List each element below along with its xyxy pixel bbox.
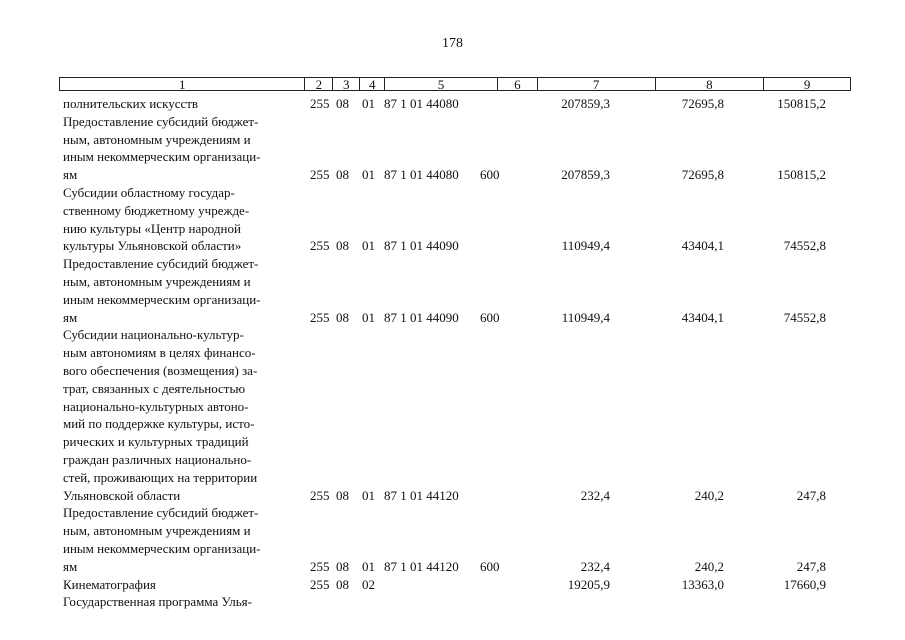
col-amount-2: 13363,0 — [681, 576, 724, 592]
table-row — [63, 255, 853, 326]
col-amount-3: 150815,2 — [777, 96, 826, 111]
row-description — [63, 113, 298, 184]
col-subsection: 01 — [362, 309, 375, 325]
col-ministry: 255 — [310, 96, 330, 111]
table-body — [63, 95, 853, 611]
col-expense-type — [480, 95, 518, 113]
description-line: Предоставление субсидий бюджет- — [63, 256, 259, 272]
description-line: иным некоммерческим организаци- — [63, 149, 261, 165]
header-col-8: 8 — [656, 78, 765, 90]
col-amount-1: 232,4 — [580, 487, 610, 503]
header-col-7: 7 — [538, 78, 656, 90]
col-subsection: 02 — [362, 576, 375, 592]
col-amount-2: 240,2 — [694, 487, 724, 503]
col-subsection: 01 — [362, 487, 375, 503]
header-col-5: 5 — [385, 78, 498, 90]
col-expense-type: 600 — [480, 309, 500, 325]
row-description — [63, 255, 298, 326]
description-line: ям — [63, 309, 78, 325]
description-line: иным некоммерческим организаци- — [63, 291, 261, 307]
col-section: 08 — [336, 96, 349, 111]
header-col-1: 1 — [60, 78, 305, 90]
row-description — [63, 95, 298, 113]
description-line: Кинематография — [63, 576, 156, 592]
col-ministry: 255 — [310, 238, 330, 254]
col-ministry: 255 — [310, 558, 330, 574]
col-section: 08 — [336, 167, 349, 183]
description-line: ям — [63, 558, 78, 574]
header-col-9: 9 — [803, 77, 811, 92]
description-line: трат, связанных с деятельностью — [63, 380, 246, 396]
table-row — [63, 113, 853, 184]
description-line: ным автономиям в целях финансо- — [63, 345, 256, 361]
col-section: 08 — [336, 309, 349, 325]
description-line: ным, автономным учреждениям и — [63, 273, 251, 289]
row-description — [63, 576, 298, 594]
col-amount-1: 110949,4 — [561, 238, 610, 254]
header-col-6: 6 — [498, 78, 538, 90]
col-section: 08 — [336, 487, 349, 503]
description-line: нию культуры «Центр народной — [63, 220, 241, 236]
header-col-2: 2 — [305, 78, 333, 90]
col-amount-1: 207859,3 — [561, 167, 610, 183]
description-line: культуры Ульяновской области» — [63, 238, 242, 254]
col-amount-3: 247,8 — [796, 558, 826, 574]
col-amount-2: 43404,1 — [681, 309, 724, 325]
col-expense-type — [480, 237, 518, 255]
description-line: национально-культурных автоно- — [63, 398, 249, 414]
description-line: Ульяновской области — [63, 487, 181, 503]
description-line: Субсидии областному государ- — [63, 184, 235, 200]
col-amount-1: 19205,9 — [567, 576, 610, 592]
col-amount-1: 232,4 — [580, 558, 610, 574]
description-line: мий по поддержке культуры, исто- — [63, 416, 255, 432]
col-ministry: 255 — [310, 309, 330, 325]
table-row — [63, 95, 853, 113]
col-ministry: 255 — [310, 167, 330, 183]
description-line: Субсидии национально-культур- — [63, 327, 244, 343]
header-col-3: 3 — [333, 78, 360, 90]
col-section: 08 — [336, 558, 349, 574]
description-line: стей, проживающих на территории — [63, 469, 258, 485]
description-line: ственному бюджетному учрежде- — [63, 202, 250, 218]
description-line: граждан различных национально- — [63, 451, 252, 467]
col-target-article: 87 1 01 44080 — [384, 167, 459, 183]
description-line: ным, автономным учреждениям и — [63, 131, 251, 147]
col-amount-3: 17660,9 — [783, 576, 826, 592]
col-expense-type — [480, 487, 518, 505]
table-header — [59, 77, 851, 91]
description-line: вого обеспечения (возмещения) за- — [63, 362, 258, 378]
table-row — [63, 576, 853, 594]
col-amount-2: 72695,8 — [681, 167, 724, 183]
description-line: Государственная программа Улья- — [63, 594, 252, 610]
col-amount-3: 74552,8 — [783, 238, 826, 254]
col-subsection: 01 — [362, 167, 375, 183]
col-amount-3: 247,8 — [796, 487, 826, 503]
row-description — [63, 593, 298, 611]
description-line: ям — [63, 167, 78, 183]
col-target-article: 87 1 01 44080 — [384, 96, 459, 111]
row-description — [63, 326, 298, 504]
description-line: рических и культурных традиций — [63, 434, 249, 450]
col-target-article: 87 1 01 44090 — [384, 309, 459, 325]
col-target-article: 87 1 01 44120 — [384, 487, 459, 503]
header-col-4: 4 — [360, 78, 385, 90]
col-section: 08 — [336, 238, 349, 254]
col-amount-1: 110949,4 — [561, 309, 610, 325]
col-subsection: 01 — [362, 96, 375, 111]
col-expense-type — [480, 576, 518, 594]
col-amount-3: 74552,8 — [783, 309, 826, 325]
col-ministry: 255 — [310, 576, 330, 592]
row-description — [63, 504, 298, 575]
col-section: 08 — [336, 576, 349, 592]
col-ministry: 255 — [310, 487, 330, 503]
col-expense-type: 600 — [480, 558, 500, 574]
col-amount-1: 207859,3 — [561, 96, 610, 111]
col-target-article: 87 1 01 44120 — [384, 558, 459, 574]
row-description — [63, 184, 298, 255]
table-row — [63, 504, 853, 575]
col-amount-2: 43404,1 — [681, 238, 724, 254]
col-target-article: 87 1 01 44090 — [384, 238, 459, 254]
col-amount-2: 240,2 — [694, 558, 724, 574]
description-line: полнительских искусств — [63, 96, 199, 111]
description-line: ным, автономным учреждениям и — [63, 523, 251, 539]
col-subsection: 01 — [362, 558, 375, 574]
col-target-article — [382, 576, 480, 594]
col-amount-3: 150815,2 — [777, 167, 826, 183]
col-expense-type: 600 — [480, 167, 500, 183]
table-row — [63, 593, 853, 611]
description-line: Предоставление субсидий бюджет- — [63, 113, 259, 129]
table-row — [63, 326, 853, 504]
page-number: 178 — [442, 36, 463, 51]
description-line: иным некоммерческим организаци- — [63, 540, 261, 556]
col-subsection: 01 — [362, 238, 375, 254]
table-row — [63, 184, 853, 255]
col-amount-2: 72695,8 — [681, 96, 724, 111]
description-line: Предоставление субсидий бюджет- — [63, 505, 259, 521]
